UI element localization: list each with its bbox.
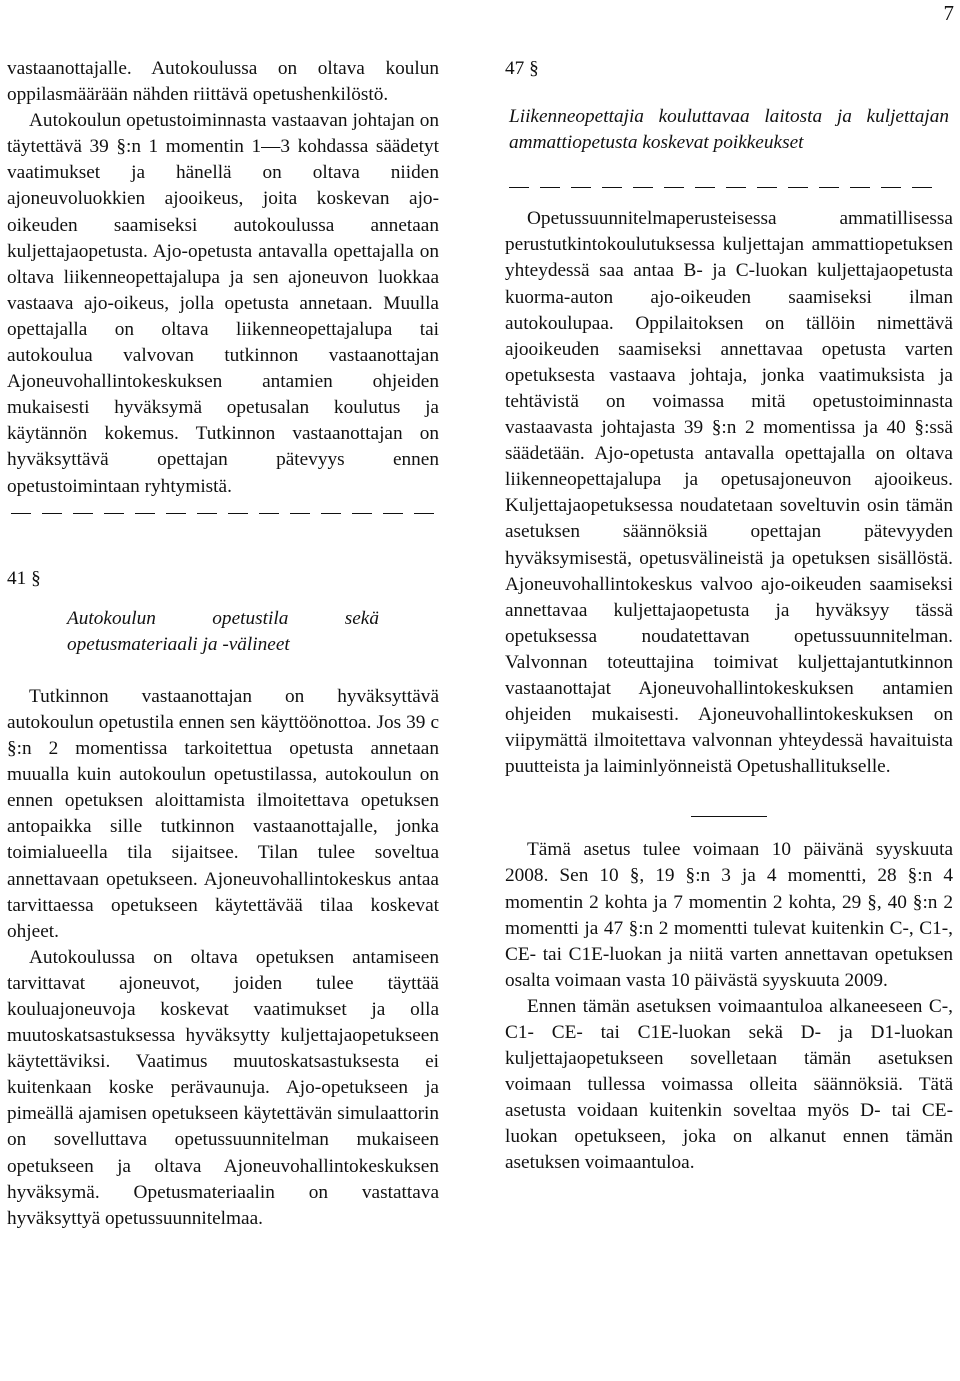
dash-mark	[602, 187, 622, 188]
right-paragraph-2: Tämä asetus tulee voimaan 10 päivänä syyskuuta 2008. Sen 10 §, 19 §:n 3 ja 4 momentti, 28 §:n 4 momentin 2 kohta ja 7 momentin 2 kohta, 29 §, 40 §:n 2 momentti ja 47 §:n 2 momentti tulevat kuitenkin C-, C1-, CE- tai C1E-luokan ja niitä varten annettavan opetuksen osalta voimaan vasta 10 päivästä syyskuuta 2009.	[505, 839, 953, 991]
dash-mark	[73, 513, 93, 514]
section-separator-dashes	[505, 174, 953, 200]
dash-mark	[166, 513, 186, 514]
section-47-heading: 47 §	[505, 58, 539, 79]
section-41-title: Autokoulun opetustila sekä opetusmateriaali ja -välineet	[67, 607, 379, 655]
left-column	[7, 56, 439, 1232]
section-47-title: Liikenneopettajia kouluttavaa laitosta ja kuljettajan ammattiopetusta koskevat poikkeukset	[509, 106, 949, 154]
dash-mark	[290, 513, 310, 514]
dash-mark	[104, 513, 124, 514]
dash-mark	[664, 187, 684, 188]
dash-mark	[540, 187, 560, 188]
dash-mark	[383, 513, 403, 514]
dash-mark	[321, 513, 341, 514]
section-41-heading: 41 §	[7, 567, 41, 589]
dash-mark	[881, 187, 901, 188]
dash-mark	[757, 187, 777, 188]
right-column	[505, 56, 953, 1177]
section-separator-dashes	[7, 500, 439, 526]
dash-mark	[42, 513, 62, 514]
dash-mark	[259, 513, 279, 514]
dash-mark	[571, 187, 591, 188]
left-paragraph-3: Tutkinnon vastaanottajan on hyväksyttävä autokoulun opetustila ennen sen käyttöönottoa. Jos 39 c §:n 2 momentissa tarkoitettua opetusta annetaan muualla kuin autokoulun opetustilassa, autokoulun on ennen opetuksen aloittamista ilmoitettava opetuksen antopaikka sille tutkinnon vastaanottajalle, jonka toimialueella tila sijaitsee. Tilan tulee soveltua annettavaan opetukseen. Ajoneuvohallintokeskus antaa tarvittaessa opetukseen käytettävää tilaa koskevat ohjeet.	[7, 685, 439, 942]
dash-mark	[228, 513, 248, 514]
dash-mark	[135, 513, 155, 514]
dash-mark	[509, 187, 529, 188]
dash-mark	[850, 187, 870, 188]
dash-mark	[11, 513, 31, 514]
dash-mark	[726, 187, 746, 188]
left-paragraph-1: vastaanottajalle. Autokoulussa on oltava koulun oppilasmäärään nähden riittävä opetushenkilöstö.	[7, 58, 439, 106]
dash-mark	[633, 187, 653, 188]
left-paragraph-4: Autokoulussa on oltava opetuksen antamiseen tarvittavat ajoneuvot, joiden tulee täyttää kouluajoneuvoja koskevat vaatimukset ja olla muutoskatsastuksessa hyväksytty kuljettajaopetukseen käytettäviksi. Vaatimus muutoskatsastuksesta ei kuitenkaan koske perävaunuja. Ajo-opetukseen ja pimeällä ajamisen opetukseen käytettävän simulaattorin on sovelluttava opetussuunnitelman mukaiseen opetukseen ja oltava Ajoneuvohallintokeskuksen hyväksymä. Opetusmateriaalin on vastattava hyväksyttyä opetussuunnitelmaa.	[7, 946, 439, 1229]
right-paragraph-1: Opetussuunnitelmaperusteisessa ammatillisessa perustutkintokoulutuksessa kuljettajan ammattiopetuksen yhteydessä saa antaa B- ja C-luokan kuljettajaopetusta kuorma-auton ajo-oikeuden saamiseksi ilman autokoulupaa. Oppilaitoksen on tällöin nimettävä ajooikeuden saamiseksi annettavaa opetusta varten opetuksesta vastaava johtaja, jonka vaatimuksista ja tehtävistä on voimassa mitä opetustoiminnasta vastaavasta johtajasta 39 §:n 2 momentissa ja 40 §:ssä säädetään. Ajo-opetusta antavalla opettajalla on oltava liikenneopettajalupa ja opetusajoneuvon ajooikeus. Kuljettajaopetuksessa noudatetaan soveltuvin osin tämän asetuksen säännöksiä opettajan pätevyyden hyväksymisestä, opetusvälineistä ja opetuksen sisällöstä. Ajoneuvohallintokeskus valvoo ajo-oikeuden saamiseksi annettavaa kuljettajaopetusta ja hyväksyy tässä opetuksessa noudatettavan opetussuunnitelman. Valvonnan toteuttajina toimivat kuljettajantutkinnon vastaanottajat Ajoneuvohallintokeskuksen antamien ohjeiden mukaisesti. Ajoneuvohallintokeskuksen on viipymättä ilmoitettava valvonnan yhteydessä havaituista puutteista ja laiminlyönneistä Opetushallitukselle.	[505, 208, 953, 778]
page-number: 7	[943, 1, 954, 25]
dash-mark	[197, 513, 217, 514]
left-paragraph-2: Autokoulun opetustoiminnasta vastaavan johtajan on täytettävä 39 §:n 1 momentin 1—3 kohdassa säädetyt vaatimukset ja hänellä on oltava niiden ajoneuvoluokkien ajooikeus, joita koskevan ajo-oikeuden saamiseksi autokoulussa annetaan kuljettajaopetusta. Ajo-opetusta antavalla opettajalla on oltava liikenneopettajalupa ja sen ajoneuvon luokkaa vastaava ajo-oikeus, jolla opetusta annetaan. Muulla opettajalla on oltava liikenneopettajalupa tai autokoulua valvovan tutkinnon vastaanottajan Ajoneuvohallintokeskuksen antamien ohjeiden mukaisesti hyväksymä opetusalan koulutus ja käytännön kokemus. Tutkinnon vastaanottajan on hyväksyttävä opettajan pätevyys ennen opetustoimintaan ryhtymistä.	[7, 110, 439, 497]
dash-mark	[414, 513, 434, 514]
dash-mark	[788, 187, 808, 188]
dash-mark	[819, 187, 839, 188]
right-paragraph-3: Ennen tämän asetuksen voimaantuloa alkaneeseen C-, C1- CE- tai C1E-luokan sekä D- ja D1-luokan kuljettajaopetukseen sovelletaan tämän asetuksen voimaan tullessa voimassa olleita säännöksiä. Tätä asetusta voidaan kuitenkin soveltaa myös D- tai CE-luokan opetukseen, joka on alkanut ennen tämän asetuksen voimaantuloa.	[505, 995, 953, 1174]
dash-mark	[912, 187, 932, 188]
dash-mark	[352, 513, 372, 514]
dash-mark	[695, 187, 715, 188]
